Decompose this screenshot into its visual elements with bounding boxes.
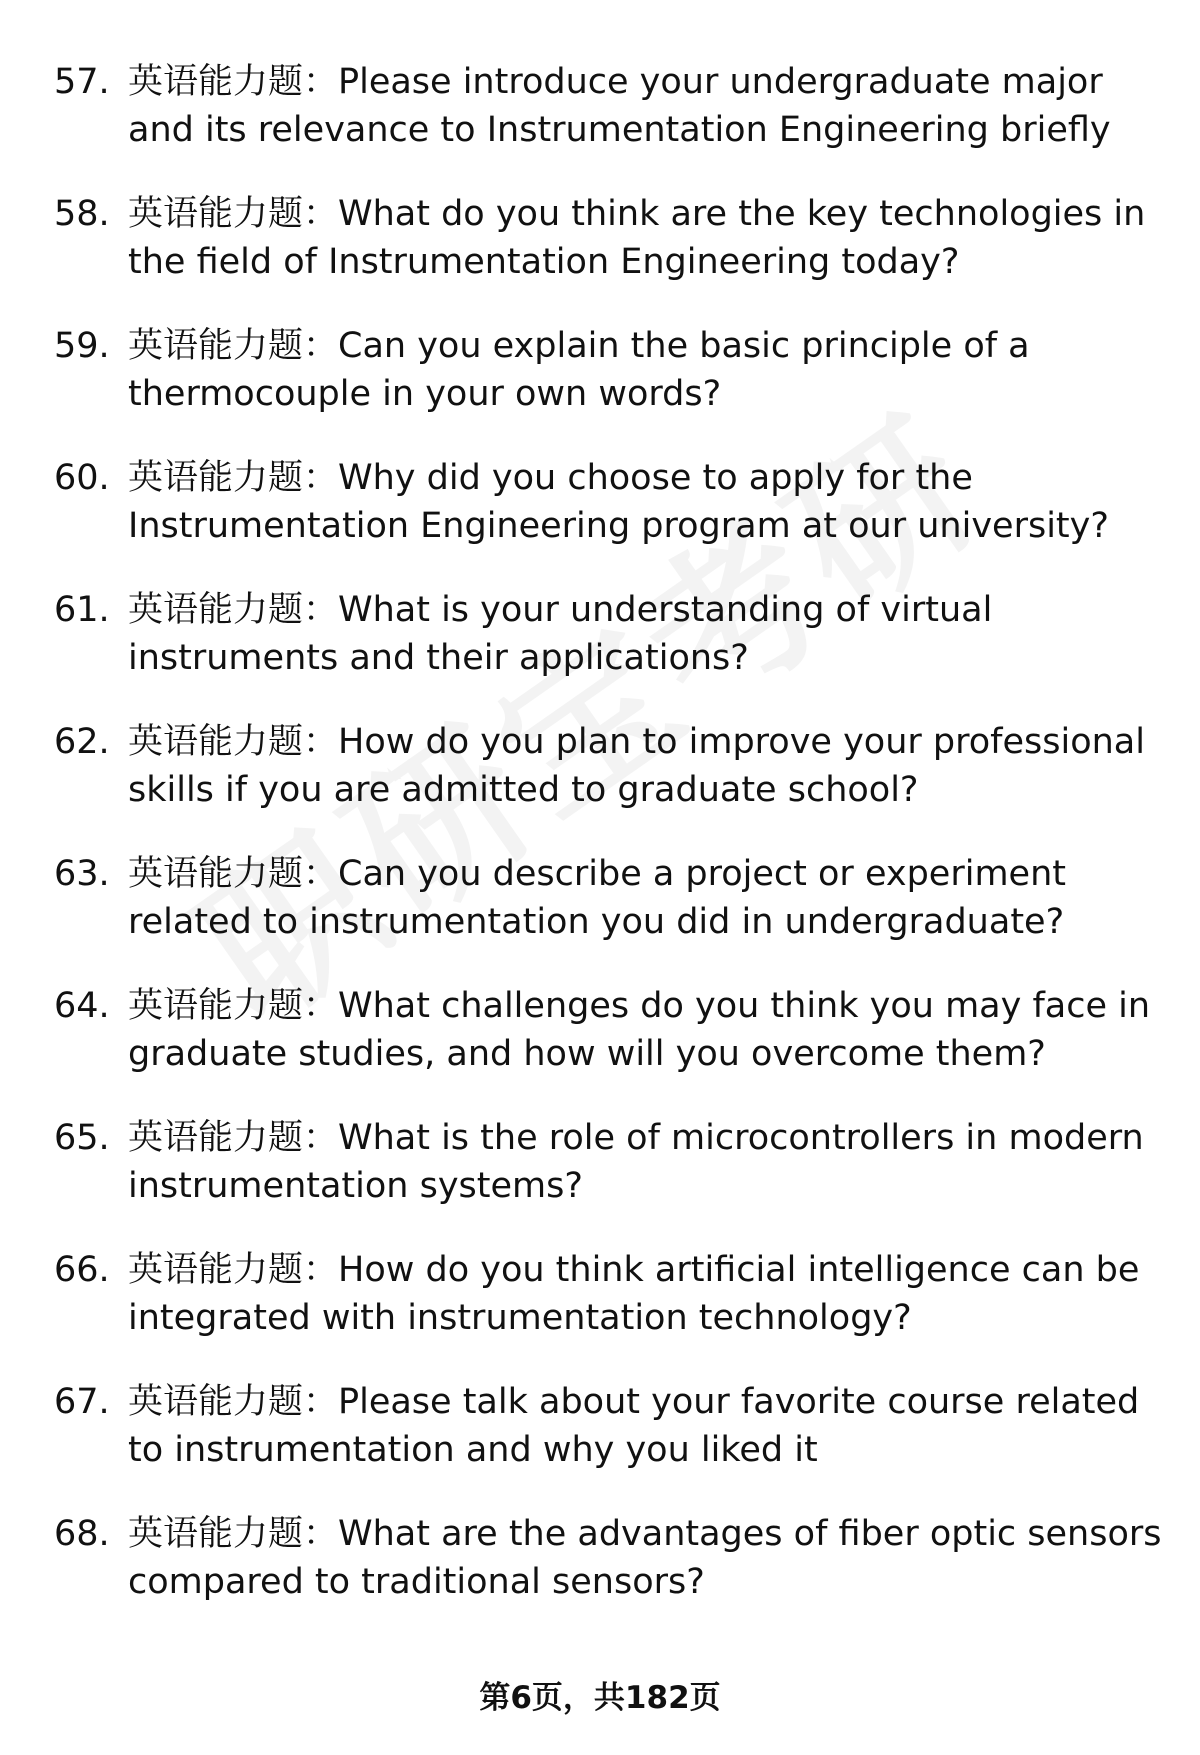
question-number: 65.: [54, 1118, 110, 1158]
question-text: 英语能力题：How do you think artificial intelligence can be integrated with instrumentation technology?: [128, 1250, 1140, 1338]
question-item: [54, 322, 1164, 454]
question-number: 58.: [54, 194, 110, 234]
question-item: [54, 982, 1164, 1114]
question-number: 60.: [54, 458, 110, 498]
question-item: [54, 58, 1164, 190]
question-item: [54, 1246, 1164, 1378]
question-item: [54, 718, 1164, 850]
question-item: [54, 1114, 1164, 1246]
question-item: [54, 190, 1164, 322]
question-text: 英语能力题：How do you plan to improve your professional skills if you are admitted to graduate school?: [128, 722, 1145, 810]
question-item: [54, 454, 1164, 586]
question-number: 64.: [54, 986, 110, 1026]
question-number: 57.: [54, 62, 110, 102]
question-item: [54, 1510, 1164, 1642]
question-item: [54, 1378, 1164, 1510]
question-text: 英语能力题：Why did you choose to apply for the Instrumentation Engineering program at our university?: [128, 458, 1109, 546]
question-text: 英语能力题：Can you describe a project or experiment related to instrumentation you did in undergraduate?: [128, 854, 1066, 942]
question-text: 英语能力题：What are the advantages of fiber optic sensors compared to traditional sensors?: [128, 1514, 1162, 1602]
question-text: 英语能力题：What do you think are the key technologies in the field of Instrumentation Engineering today?: [128, 194, 1146, 282]
question-text: 英语能力题：Can you explain the basic principle of a thermocouple in your own words?: [128, 326, 1030, 414]
question-item: [54, 850, 1164, 982]
page-number-footer: 第6页，共182页: [479, 1680, 721, 1716]
question-text: 英语能力题：Please talk about your favorite course related to instrumentation and why you liked it: [128, 1382, 1140, 1470]
question-number: 67.: [54, 1382, 110, 1422]
question-number: 59.: [54, 326, 110, 366]
question-list: [54, 58, 1164, 1642]
question-number: 61.: [54, 590, 110, 630]
question-item: [54, 586, 1164, 718]
question-text: 英语能力题：What challenges do you think you may face in graduate studies, and how will you overcome them?: [128, 986, 1151, 1074]
question-number: 68.: [54, 1514, 110, 1554]
question-text: 英语能力题：What is your understanding of virtual instruments and their applications?: [128, 590, 993, 678]
question-text: 英语能力题：What is the role of microcontrollers in modern instrumentation systems?: [128, 1118, 1144, 1206]
question-number: 66.: [54, 1250, 110, 1290]
question-number: 62.: [54, 722, 110, 762]
question-number: 63.: [54, 854, 110, 894]
question-text: 英语能力题：Please introduce your undergraduate major and its relevance to Instrumentation Engineering briefly: [128, 62, 1111, 150]
